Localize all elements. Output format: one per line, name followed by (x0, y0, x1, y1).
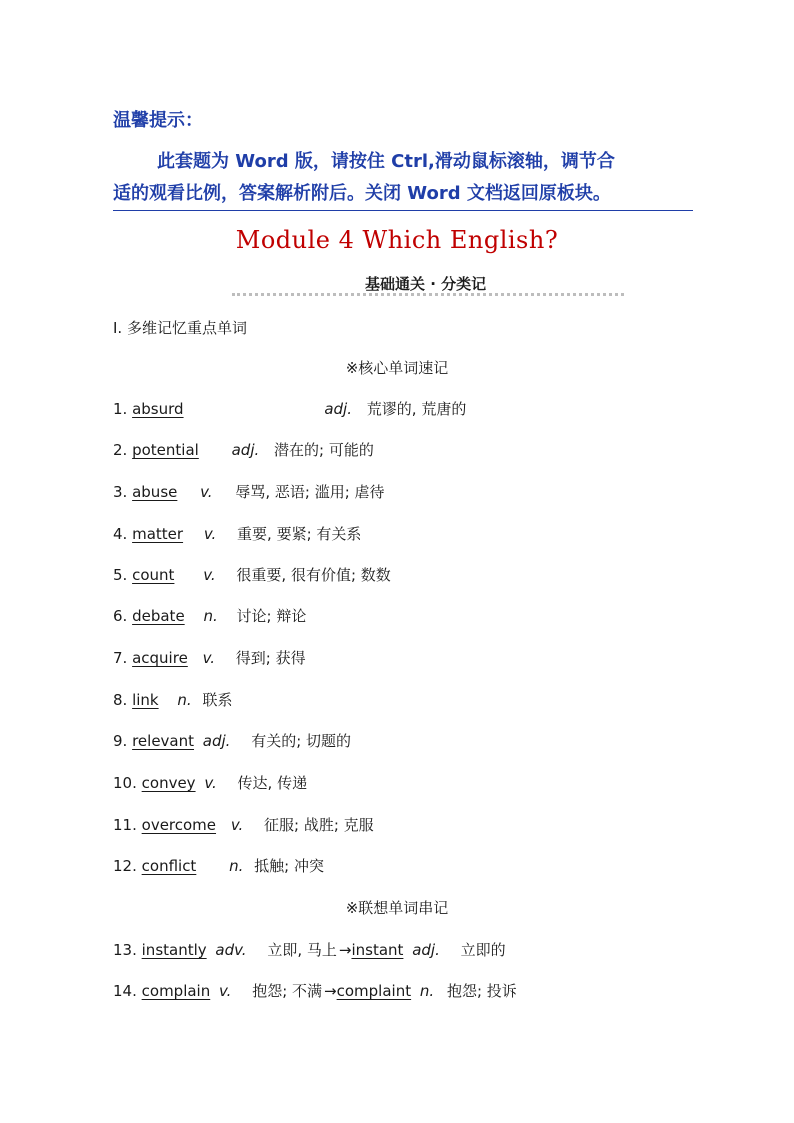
vocab-word: convey (141, 774, 196, 792)
part-of-speech: v. (200, 483, 213, 501)
vocab-word: conflict (141, 857, 197, 875)
part-of-speech: v. (230, 816, 244, 834)
vocab-item (113, 564, 391, 586)
meaning: 荒谬的, 荒唐的 (366, 400, 467, 418)
part-of-speech: v. (203, 525, 217, 543)
vocab-word: complain (141, 982, 211, 1000)
vocab-item (113, 730, 351, 752)
meaning: 征服; 战胜; 克服 (264, 816, 374, 834)
derived-meaning: 立即的 (460, 941, 506, 959)
derived-word: instant (351, 941, 404, 959)
tip-line-1: 此套题为 Word 版，请按住 Ctrl,滑动鼠标滚轴，调节合 (157, 151, 615, 172)
item-number: 9. (113, 732, 128, 750)
part-of-speech: v. (204, 774, 217, 792)
item-number: 2. (113, 441, 128, 459)
assoc-item (113, 980, 517, 1002)
section-title: 基础通关 · 分类记 (365, 275, 487, 293)
vocab-word: matter (132, 525, 184, 543)
vocab-item (113, 439, 374, 461)
derivation-arrow: → (338, 941, 352, 959)
item-number: 10. (113, 774, 137, 792)
meaning: 讨论; 辩论 (236, 607, 307, 625)
item-number: 7. (113, 649, 128, 667)
vocab-word: relevant (132, 732, 195, 750)
vocab-item (113, 772, 307, 794)
meaning: 得到; 获得 (235, 649, 306, 667)
assoc-item (113, 939, 506, 961)
meaning: 抱怨; 不满 (252, 982, 323, 1000)
vocab-word: abuse (132, 483, 178, 501)
vocab-word: overcome (141, 816, 217, 834)
part-of-speech: n. (203, 607, 218, 625)
vocab-word: absurd (132, 400, 184, 418)
meaning: 传达, 传递 (237, 774, 308, 792)
part-of-speech: n. (229, 857, 244, 875)
vocab-item (113, 647, 306, 669)
meaning: 辱骂, 恶语; 滥用; 虐待 (235, 483, 385, 501)
vocab-item (113, 689, 232, 711)
vocab-word: debate (132, 607, 185, 625)
item-number: 8. (113, 691, 128, 709)
vocab-word: instantly (141, 941, 207, 959)
item-number: 13. (113, 941, 137, 959)
part-of-speech: adj. (231, 441, 260, 459)
tip-title: 温馨提示： (113, 110, 203, 131)
part-of-speech: v. (219, 982, 232, 1000)
tip-body (113, 146, 693, 211)
part-of-speech: n. (177, 691, 192, 709)
meaning: 联系 (202, 691, 233, 709)
part-of-speech: adj. (324, 400, 352, 418)
item-number: 11. (113, 816, 137, 834)
vocab-item (113, 605, 306, 627)
meaning: 抵触; 冲突 (254, 857, 324, 875)
item-number: 14. (113, 982, 137, 1000)
meaning: 很重要, 很有价值; 数数 (236, 566, 391, 584)
derived-word: complaint (336, 982, 412, 1000)
sub-heading-assoc: ※联想单词串记 (345, 899, 449, 917)
vocab-word: count (132, 566, 175, 584)
sub-heading-core: ※核心单词速记 (345, 359, 449, 377)
item-number: 3. (113, 483, 128, 501)
part-heading: Ⅰ. 多维记忆重点单词 (113, 319, 247, 337)
meaning: 有关的; 切题的 (251, 732, 352, 750)
derivation-arrow: → (324, 982, 337, 1000)
vocab-item (113, 523, 361, 545)
part-of-speech: v. (203, 566, 216, 584)
module-title: Module 4 Which English? (235, 226, 559, 254)
meaning: 潜在的; 可能的 (274, 441, 374, 459)
dotted-divider (232, 293, 624, 296)
vocab-item (113, 814, 374, 836)
meaning: 立即, 马上 (267, 941, 337, 959)
derived-meaning: 抱怨; 投诉 (446, 982, 517, 1000)
part-of-speech: adv. (215, 941, 247, 959)
vocab-item (113, 855, 324, 877)
item-number: 5. (113, 566, 128, 584)
vocab-item (113, 398, 466, 420)
vocab-word: potential (132, 441, 199, 459)
vocab-word: acquire (132, 649, 188, 667)
derived-part-of-speech: adj. (412, 941, 440, 959)
vocab-word: link (132, 691, 159, 709)
part-of-speech: v. (202, 649, 215, 667)
item-number: 4. (113, 525, 128, 543)
derived-part-of-speech: n. (419, 982, 435, 1000)
part-of-speech: adj. (202, 732, 231, 750)
item-number: 1. (113, 400, 128, 418)
meaning: 重要, 要紧; 有关系 (237, 525, 362, 543)
vocab-item (113, 481, 385, 503)
item-number: 6. (113, 607, 128, 625)
tip-line-2: 适的观看比例，答案解析附后。关闭 Word 文档返回原板块。 (113, 178, 693, 211)
item-number: 12. (113, 857, 137, 875)
